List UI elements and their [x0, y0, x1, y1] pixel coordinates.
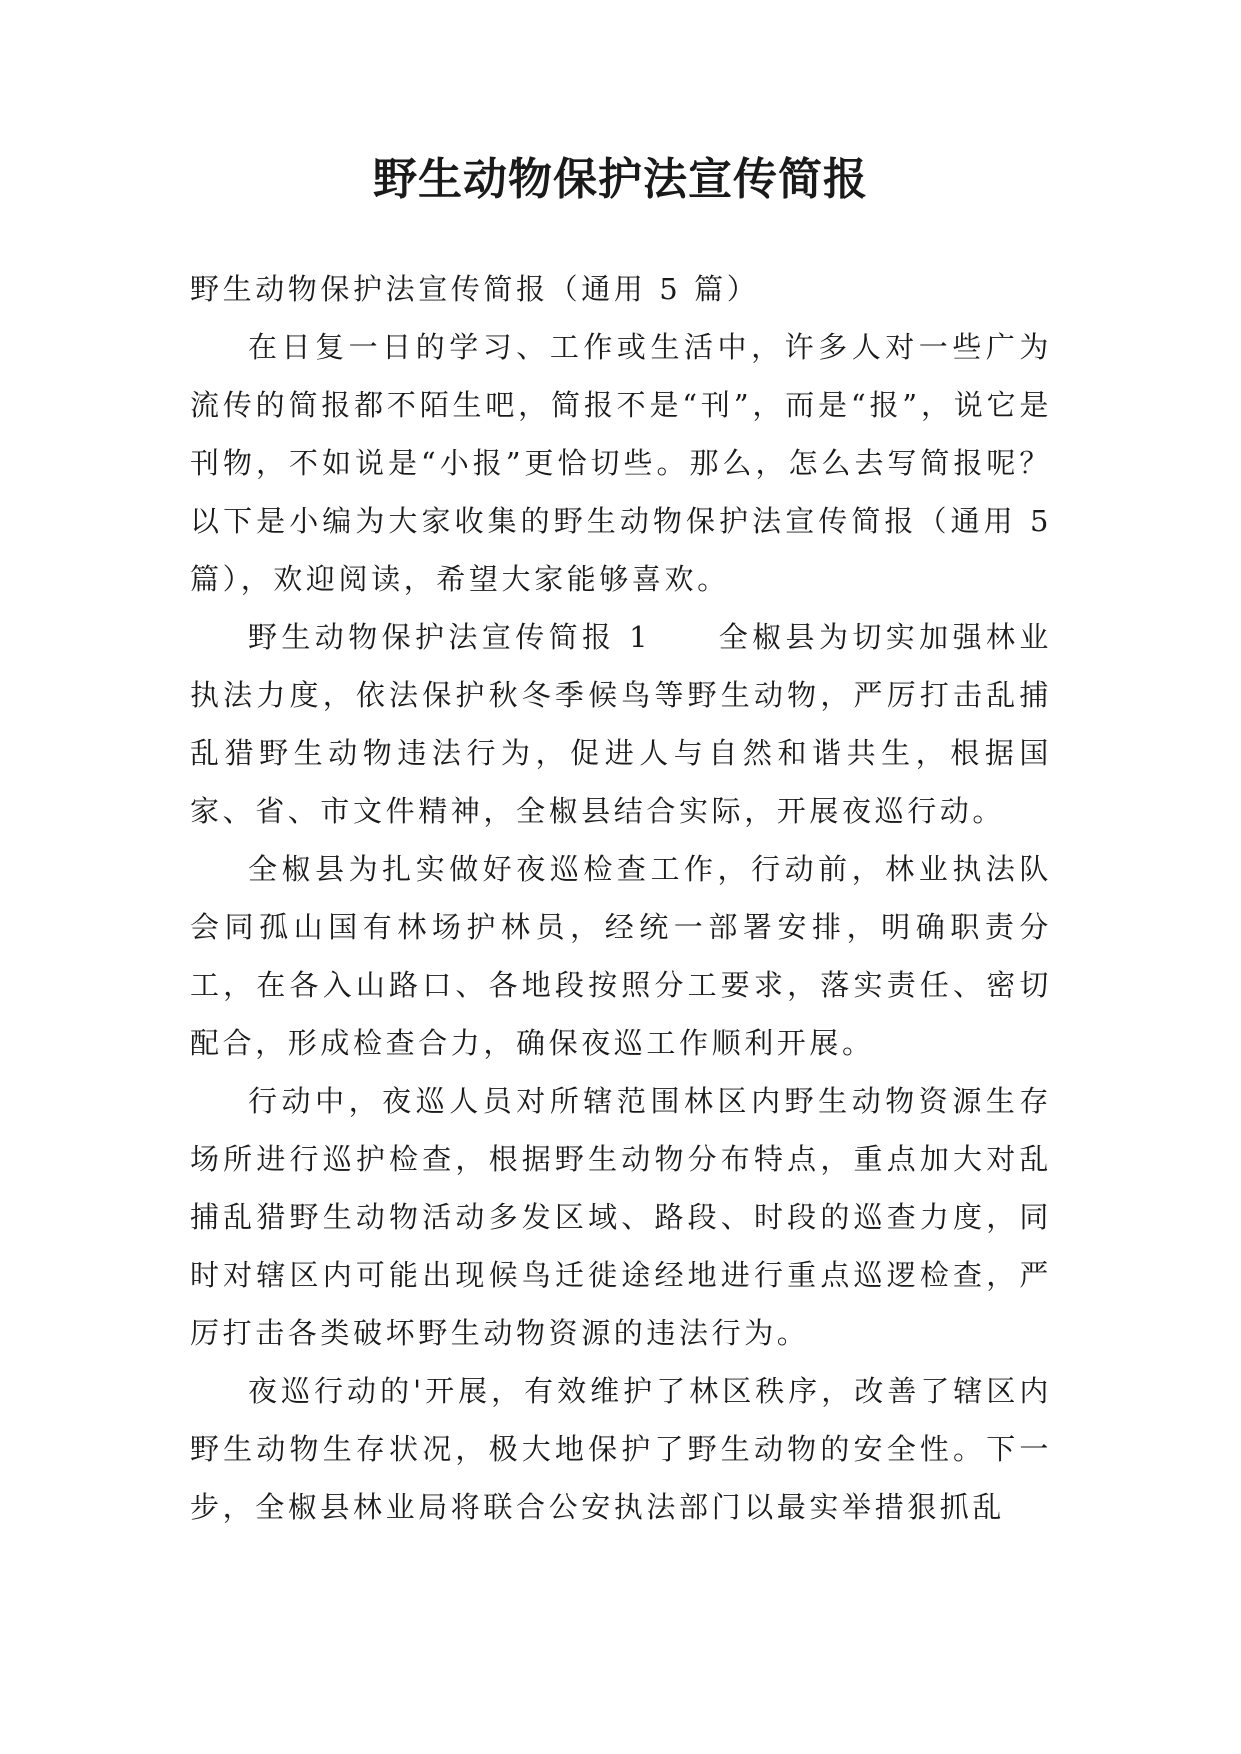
paragraph-preparation: 全椒县为扎实做好夜巡检查工作，行动前，林业执法队会同孤山国有林场护林员，经统一部署安排，明确职责分工，在各入山路口、各地段按照分工要求，落实责任、密切配合，形成检查合力，确保夜巡工作顺利开展。 [190, 852, 1052, 1060]
paragraph-article-1-opening: 野生动物保护法宣传简报 1 全椒县为切实加强林业执法力度，依法保护秋冬季候鸟等野生动物，严厉打击乱捕乱猎野生动物违法行为，促进人与自然和谐共生，根据国家、省、市文件精神，全椒县结合实际，开展夜巡行动。 [190, 620, 1052, 828]
paragraph-results: 夜巡行动的'开展，有效维护了林区秩序，改善了辖区内野生动物生存状况，极大地保护了野生动物的安全性。下一步，全椒县林业局将联合公安执法部门以最实举措狠抓乱 [190, 1374, 1052, 1524]
paragraph-intro: 在日复一日的学习、工作或生活中，许多人对一些广为流传的简报都不陌生吧，简报不是“刊”，而是“报”，说它是刊物，不如说是“小报”更恰切些。那么，怎么去写简报呢？以下是小编为大家收集的野生动物保护法宣传简报（通用 5 篇），欢迎阅读，希望大家能够喜欢。 [190, 330, 1052, 596]
document-subtitle: 野生动物保护法宣传简报（通用 5 篇） [190, 272, 760, 306]
document-body [190, 260, 1052, 1536]
document-title: 野生动物保护法宣传简报 [373, 154, 868, 205]
paragraph-patrol-action: 行动中，夜巡人员对所辖范围林区内野生动物资源生存场所进行巡护检查，根据野生动物分布特点，重点加大对乱捕乱猎野生动物活动多发区域、路段、时段的巡查力度，同时对辖区内可能出现候鸟迁徙途经地进行重点巡逻检查，严厉打击各类破坏野生动物资源的违法行为。 [190, 1084, 1052, 1350]
